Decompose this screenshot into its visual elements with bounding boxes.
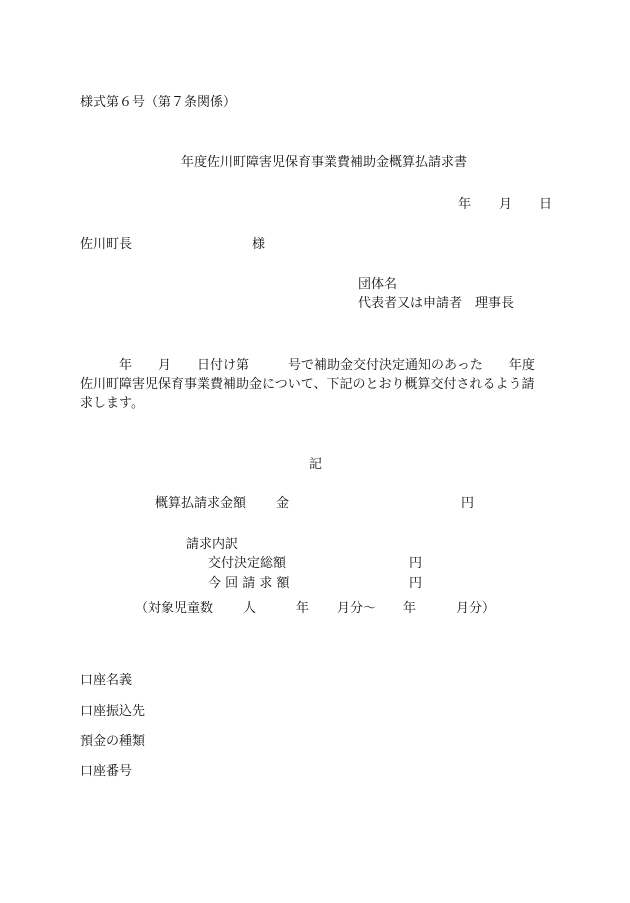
paragraph-line-1: 年 月 日付け第 号で補助金交付決定通知のあった 年度 (80, 358, 535, 373)
target-open: （対象児童数 (135, 601, 214, 616)
addressee-name: 佐川町長 (80, 237, 133, 252)
breakdown-item-total-label: 交付決定総額 (208, 556, 287, 571)
transfer-destination-label: 口座振込先 (80, 704, 146, 719)
target-month-to: 月分） (456, 601, 496, 616)
paragraph-line-3: 求します。 (80, 396, 144, 411)
request-paragraph (80, 356, 555, 413)
form-number: 様式第６号（第７条関係） (80, 95, 237, 110)
ki-marker: 記 (309, 457, 323, 472)
document-title: 年度佐川町障害児保育事業費補助金概算払請求書 (181, 155, 468, 170)
deposit-type-label: 預金の種類 (80, 734, 146, 749)
amount-prefix: 金 (276, 496, 290, 511)
date-year: 年 (458, 197, 472, 212)
breakdown-title: 請求内訳 (186, 537, 239, 552)
target-month-from: 月分～ (337, 601, 377, 616)
paragraph-line-2: 佐川町障害児保育事業費補助金について、下記のとおり概算交付されるよう請 (80, 377, 535, 392)
amount-unit: 円 (461, 496, 475, 511)
target-year-1: 年 (296, 601, 310, 616)
breakdown-item-current-unit: 円 (409, 576, 423, 591)
date-day: 日 (539, 197, 553, 212)
account-number-label: 口座番号 (80, 764, 133, 779)
addressee-honorific: 様 (252, 237, 266, 252)
date-month: 月 (499, 197, 513, 212)
target-persons: 人 (243, 601, 257, 616)
amount-label: 概算払請求金額 (155, 496, 247, 511)
breakdown-item-total-unit: 円 (409, 556, 423, 571)
group-name-label: 団体名 (358, 277, 398, 292)
breakdown-item-current-label: 今 回 請 求 額 (208, 576, 290, 591)
target-year-2: 年 (403, 601, 417, 616)
representative-label: 代表者又は申請者 理事長 (358, 296, 515, 311)
account-name-label: 口座名義 (80, 673, 133, 688)
